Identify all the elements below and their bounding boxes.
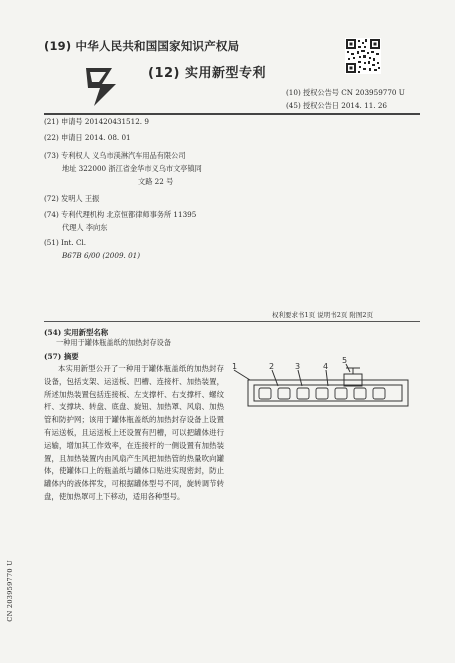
int-cl-label: (51) Int. Cl. — [44, 238, 87, 247]
figure-label-2: 2 — [269, 362, 275, 371]
sipo-logo — [82, 62, 124, 110]
figure-label-5: 5 — [342, 356, 348, 365]
office-header: (19) 中华人民共和国国家知识产权局 — [44, 39, 240, 53]
utility-model-title: 一种用于罐体瓶盖纸的加热封存设备 — [56, 338, 172, 347]
side-publication-number: CN 203959770 U — [6, 560, 14, 622]
utility-model-name-heading: (54) 实用新型名称 — [44, 328, 109, 337]
int-cl-value: B67B 6/00 (2009. 01) — [62, 251, 141, 260]
figure-label-3: 3 — [295, 362, 301, 371]
publication-number: (10) 授权公告号 CN 203959770 U — [286, 88, 405, 97]
abstract-body: 本实用新型公开了一种用于罐体瓶盖纸的加热封存设备，包括支架、运送板、凹槽、连接杆、加热装置，所述加热装置包括连接板、左支撑杆、右支撑杆、螺纹杆、支撑块、转盘、底盘、旋钮、加热罩、风扇、加热管和防护网；该用于罐体瓶盖纸的加热封存设备上设置有运送板，且运送板上还设置有凹槽，可以把罐体进行运输，增加其工作效率，在连接杆的一侧设置有加热装置，且加热装置内由风扇产生风把加热管的热量吹向罐体，使罐体口上的瓶盖纸与罐体口贴进实现密封，防止罐体内的液体挥发，可根据罐体型号不同，旋转调节转盘，使加热罩可上下移动，适用各种型号。 — [44, 364, 224, 501]
application-number: (21) 申请号 201420431512. 9 — [44, 117, 149, 126]
qr-code — [345, 38, 381, 74]
holder-address-line-2: 文路 22 号 — [138, 177, 174, 186]
publication-date: (45) 授权公告日 2014. 11. 26 — [286, 101, 387, 110]
abstract-figure — [232, 350, 422, 430]
patent-holder: (73) 专利权人 义乌市渼淋汽车用品有限公司 — [44, 151, 186, 160]
abstract-heading: (57) 摘要 — [44, 352, 79, 361]
patent-agency: (74) 专利代理机构 北京恒都律师事务所 11395 — [44, 210, 197, 219]
pages-info: 权利要求书1页 说明书2页 附图2页 — [272, 311, 374, 319]
header-rule — [44, 113, 420, 115]
abstract-rule — [44, 321, 420, 322]
patent-agent: 代理人 李向东 — [62, 223, 108, 232]
figure-label-4: 4 — [323, 362, 329, 371]
figure-label-1: 1 — [232, 362, 238, 371]
document-type: (12) 实用新型专利 — [148, 66, 266, 81]
inventor: (72) 发明人 王振 — [44, 194, 100, 203]
holder-address-line-1: 地址 322000 浙江省金华市义乌市文亭镇同 — [62, 164, 202, 173]
application-date: (22) 申请日 2014. 08. 01 — [44, 133, 131, 142]
